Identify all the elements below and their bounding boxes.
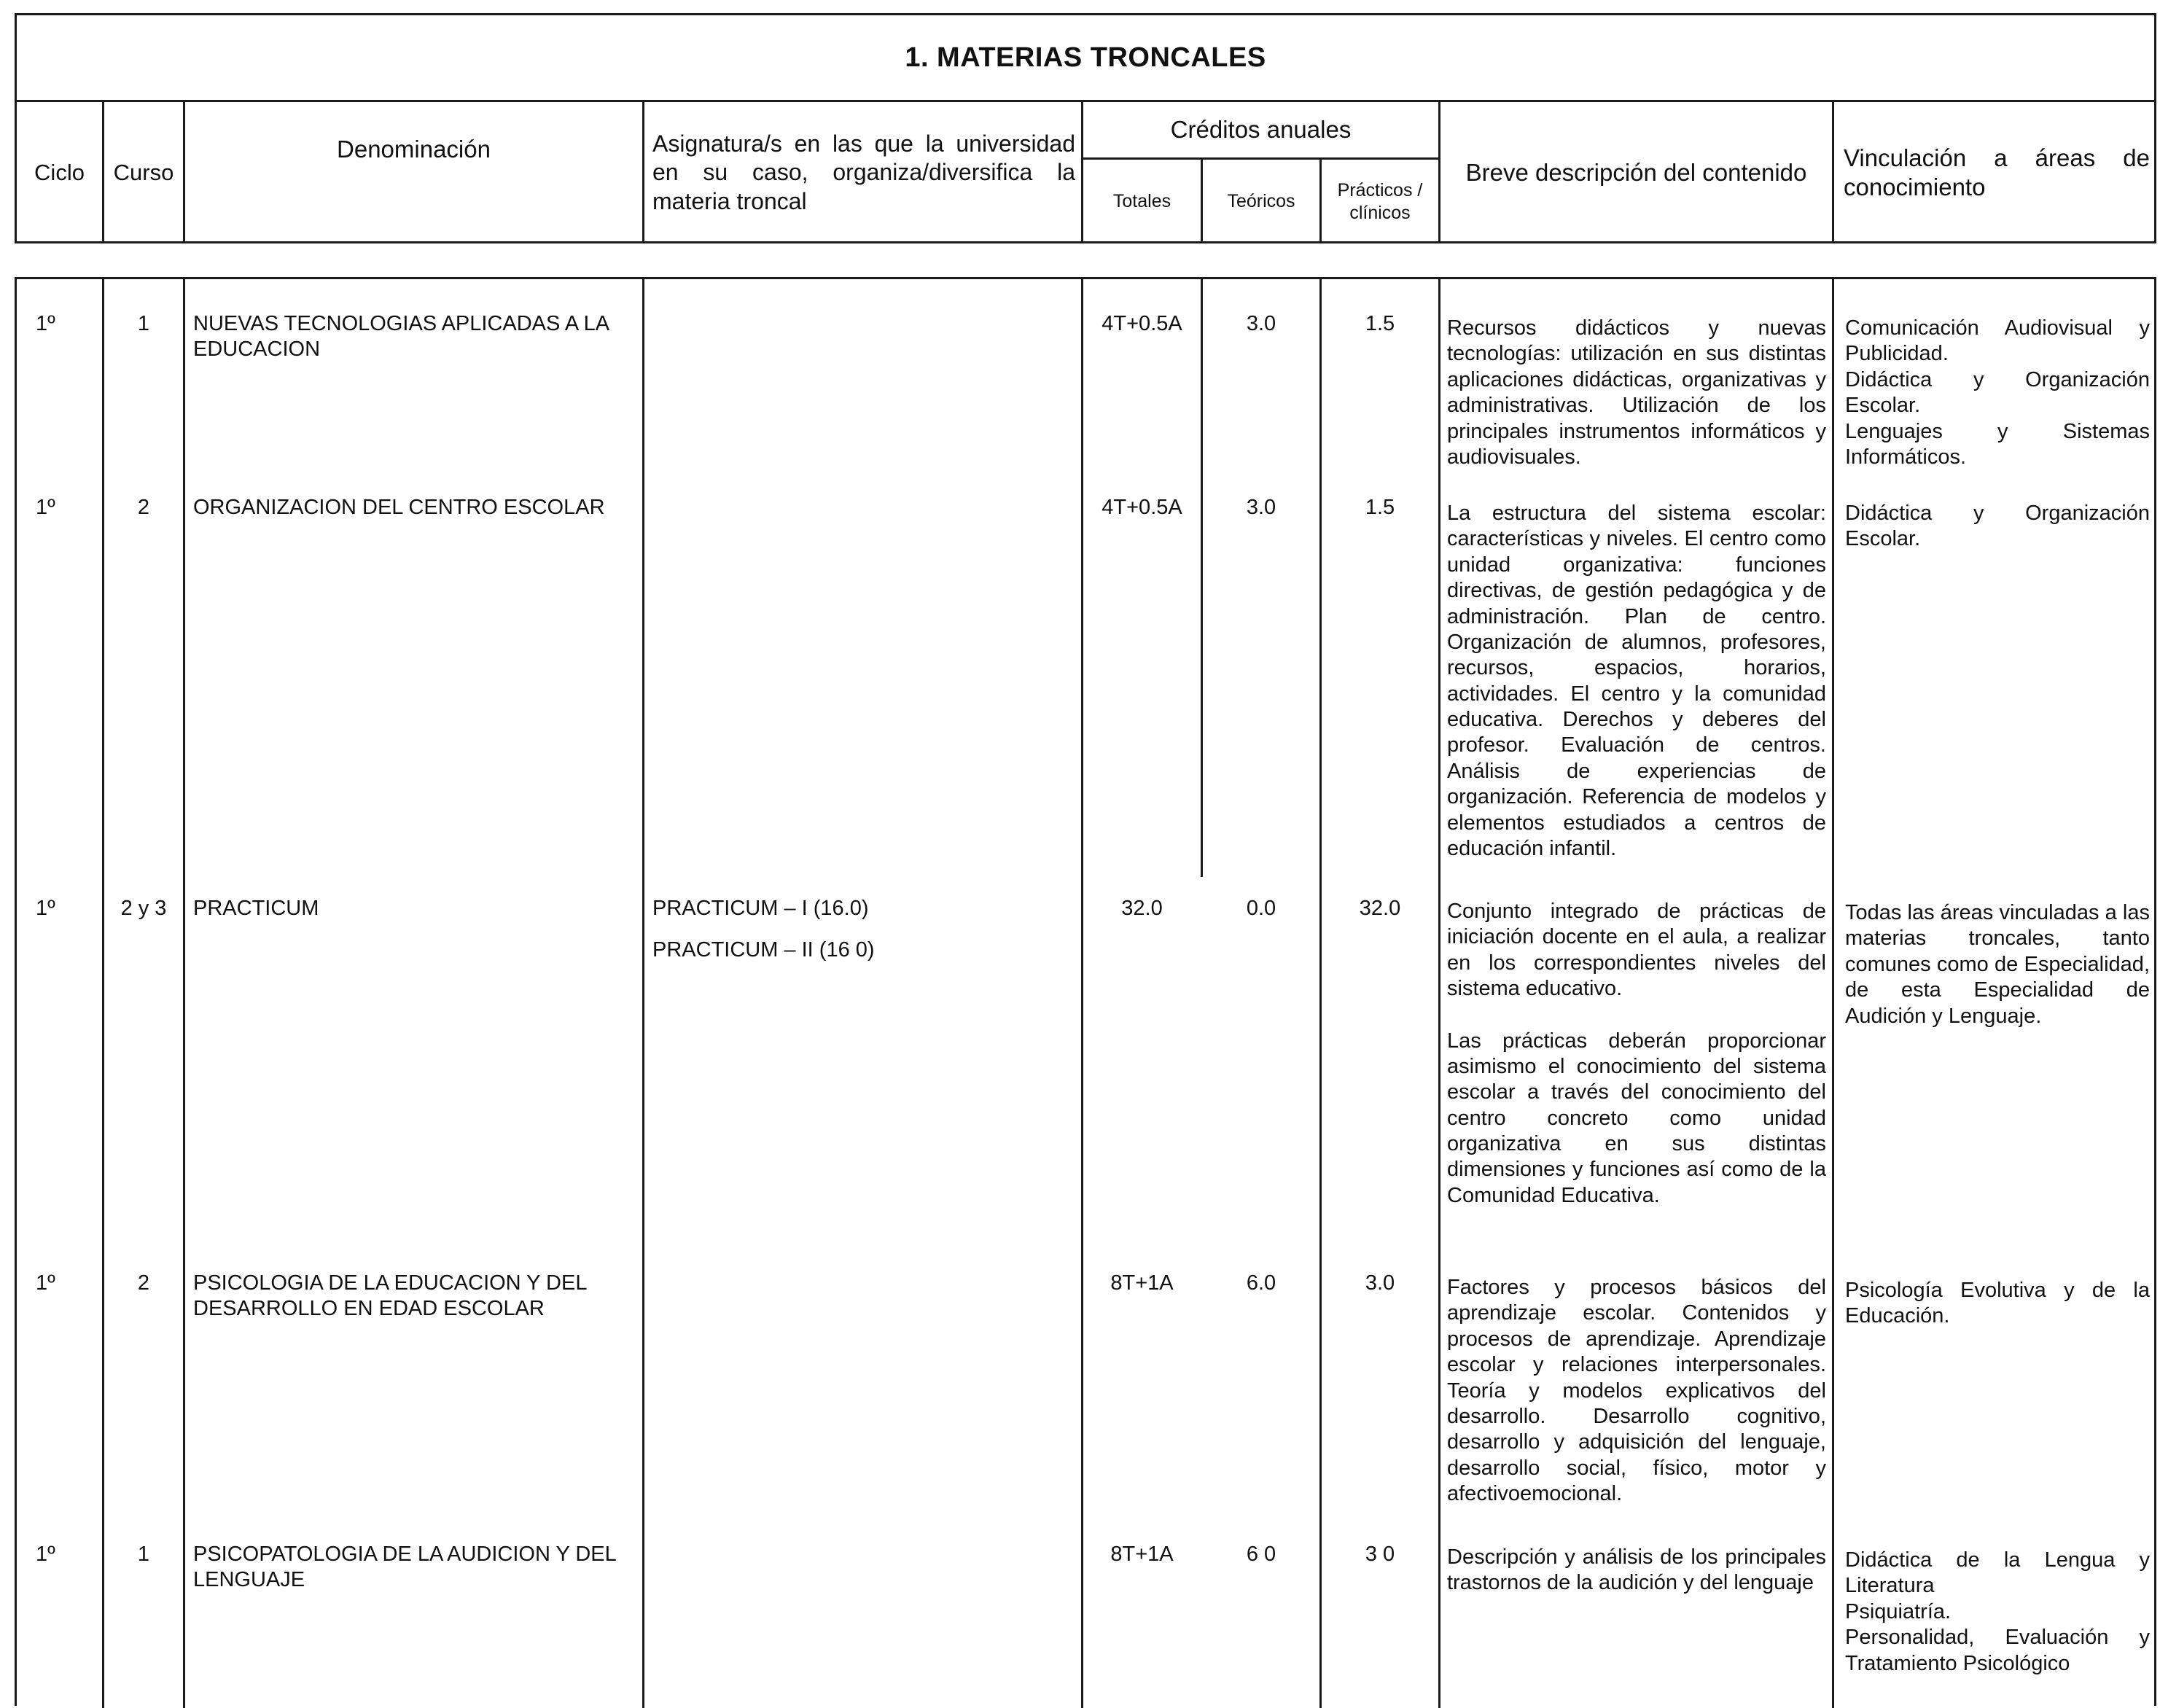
descripcion-cell: Recursos didácticos y nuevas tecnologías: utilización en sus distintas aplicaciones didácticas, organizativas y administrativas. Utilización de los principales instrumentos informáticos y audiovisuales.: [1447, 316, 1826, 469]
ciclo-cell: 1º: [36, 496, 55, 519]
asignaturas-cell: [652, 896, 1075, 964]
denominacion-cell: ORGANIZACION DEL CENTRO ESCOLAR: [193, 496, 605, 519]
totales-cell: 8T+1A: [1110, 1543, 1174, 1566]
asignatura-item: PRACTICUM – I (16.0): [652, 897, 869, 920]
body-table: [15, 277, 2156, 1706]
curso-cell: 2: [137, 1271, 150, 1295]
header-vinculacion: Vinculación a áreas de conocimiento: [1844, 144, 2150, 200]
denominacion-cell: PSICOLOGIA DE LA EDUCACION Y DEL DESARROLLO EN EDAD ESCOLAR: [193, 1271, 587, 1321]
header-practicos: Prácticos / clínicos: [1337, 180, 1423, 223]
ciclo-cell: 1º: [36, 312, 55, 335]
header-teoricos: Teóricos: [1227, 191, 1295, 212]
totales-cell: 32.0: [1121, 897, 1163, 920]
practicos-cell: 3.0: [1365, 1271, 1395, 1295]
header-descripcion: Breve descripción del contenido: [1465, 158, 1807, 186]
header-totales: Totales: [1112, 191, 1171, 212]
descripcion-cell: Factores y procesos básicos del aprendizaje escolar. Contenidos y procesos de aprendizaje. Aprendizaje escolar y relaciones interpersonales. Teoría y modelos explicativos del desarrollo. Desarrollo cognitivo, desarrollo y adquisición del lenguaje, desarrollo social, físico, motor y afectivoemocional.: [1447, 1276, 1826, 1505]
descripcion-cell: Conjunto integrado de prácticas de iniciación docente en el aula, a realizar en los correspondientes niveles del sistema educativo. Las prácticas deberán proporcionar asimismo el conocimiento del sistema escolar a través del conocimiento del centro concreto como unidad organizativa en sus distintas dimensiones y funciones así como de la Comunidad Educativa.: [1447, 900, 1826, 1207]
curso-cell: 2: [137, 496, 150, 519]
ciclo-cell: 1º: [36, 897, 55, 920]
teoricos-cell: 6.0: [1246, 1271, 1276, 1295]
descripcion-cell: La estructura del sistema escolar: características y niveles. El centro como unidad organizativa: funciones directivas, de gestión pedagógica y de administración. Plan de centro. Organización de alumnos, profesores, recursos, espacios, horarios, actividades. El centro y la comunidad educativa. Derechos y deberes del profesor. Evaluación de centros. Análisis de experiencias de organización. Referencia de modelos y elementos estudiados a centros de educación infantil.: [1447, 502, 1826, 860]
areas-cell: Comunicación Audiovisual y Publicidad. Didáctica y Organización Escolar. Lenguajes y Sistemas Informáticos.: [1845, 316, 2150, 469]
denominacion-cell: NUEVAS TECNOLOGIAS APLICADAS A LA EDUCACION: [193, 312, 609, 362]
areas-cell: Didáctica y Organización Escolar.: [1845, 502, 2150, 551]
teoricos-cell: 0.0: [1246, 897, 1276, 920]
areas-cell: Psicología Evolutiva y de la Educación.: [1845, 1279, 2150, 1328]
page-title: 1. MATERIAS TRONCALES: [17, 15, 2154, 102]
header-asignaturas: Asignatura/s en las que la universidad en su caso, organiza/diversifica la materia troncal: [652, 130, 1075, 214]
practicos-cell: 3 0: [1365, 1543, 1395, 1566]
totales-cell: 8T+1A: [1110, 1271, 1174, 1295]
curso-cell: 1: [137, 1543, 150, 1566]
descripcion-cell: Descripción y análisis de los principales trastornos de la audición y del lenguaje: [1447, 1545, 1826, 1595]
practicos-cell: 32.0: [1359, 897, 1401, 920]
totales-cell: 4T+0.5A: [1102, 496, 1182, 519]
ciclo-cell: 1º: [36, 1543, 55, 1566]
totales-cell: 4T+0.5A: [1102, 312, 1182, 335]
asignatura-item: PRACTICUM – II (16 0): [652, 938, 875, 962]
denominacion-cell: PRACTICUM: [193, 897, 319, 920]
curso-cell: 2 y 3: [120, 897, 167, 920]
practicos-cell: 1.5: [1365, 496, 1395, 519]
teoricos-cell: 3.0: [1246, 312, 1276, 335]
denominacion-cell: PSICOPATOLOGIA DE LA AUDICION Y DEL LENGUAJE: [193, 1543, 616, 1592]
header-table: [15, 13, 2156, 243]
teoricos-cell: 3.0: [1246, 496, 1276, 519]
areas-cell: Didáctica de la Lengua y Literatura Psiquiatría. Personalidad, Evaluación y Tratamiento Psicológico: [1845, 1548, 2150, 1675]
teoricos-cell: 6 0: [1246, 1543, 1276, 1566]
header-curso: Curso: [113, 160, 174, 186]
header-ciclo: Ciclo: [34, 160, 85, 186]
header-creditos: Créditos anuales: [1170, 115, 1352, 143]
areas-cell: Todas las áreas vinculadas a las materias troncales, tanto comunes como de Especialidad, de esta Especialidad de Audición y Lenguaje.: [1845, 901, 2150, 1028]
header-denominacion: Denominación: [337, 135, 491, 163]
practicos-cell: 1.5: [1365, 312, 1395, 335]
ciclo-cell: 1º: [36, 1271, 55, 1295]
curso-cell: 1: [137, 312, 150, 335]
